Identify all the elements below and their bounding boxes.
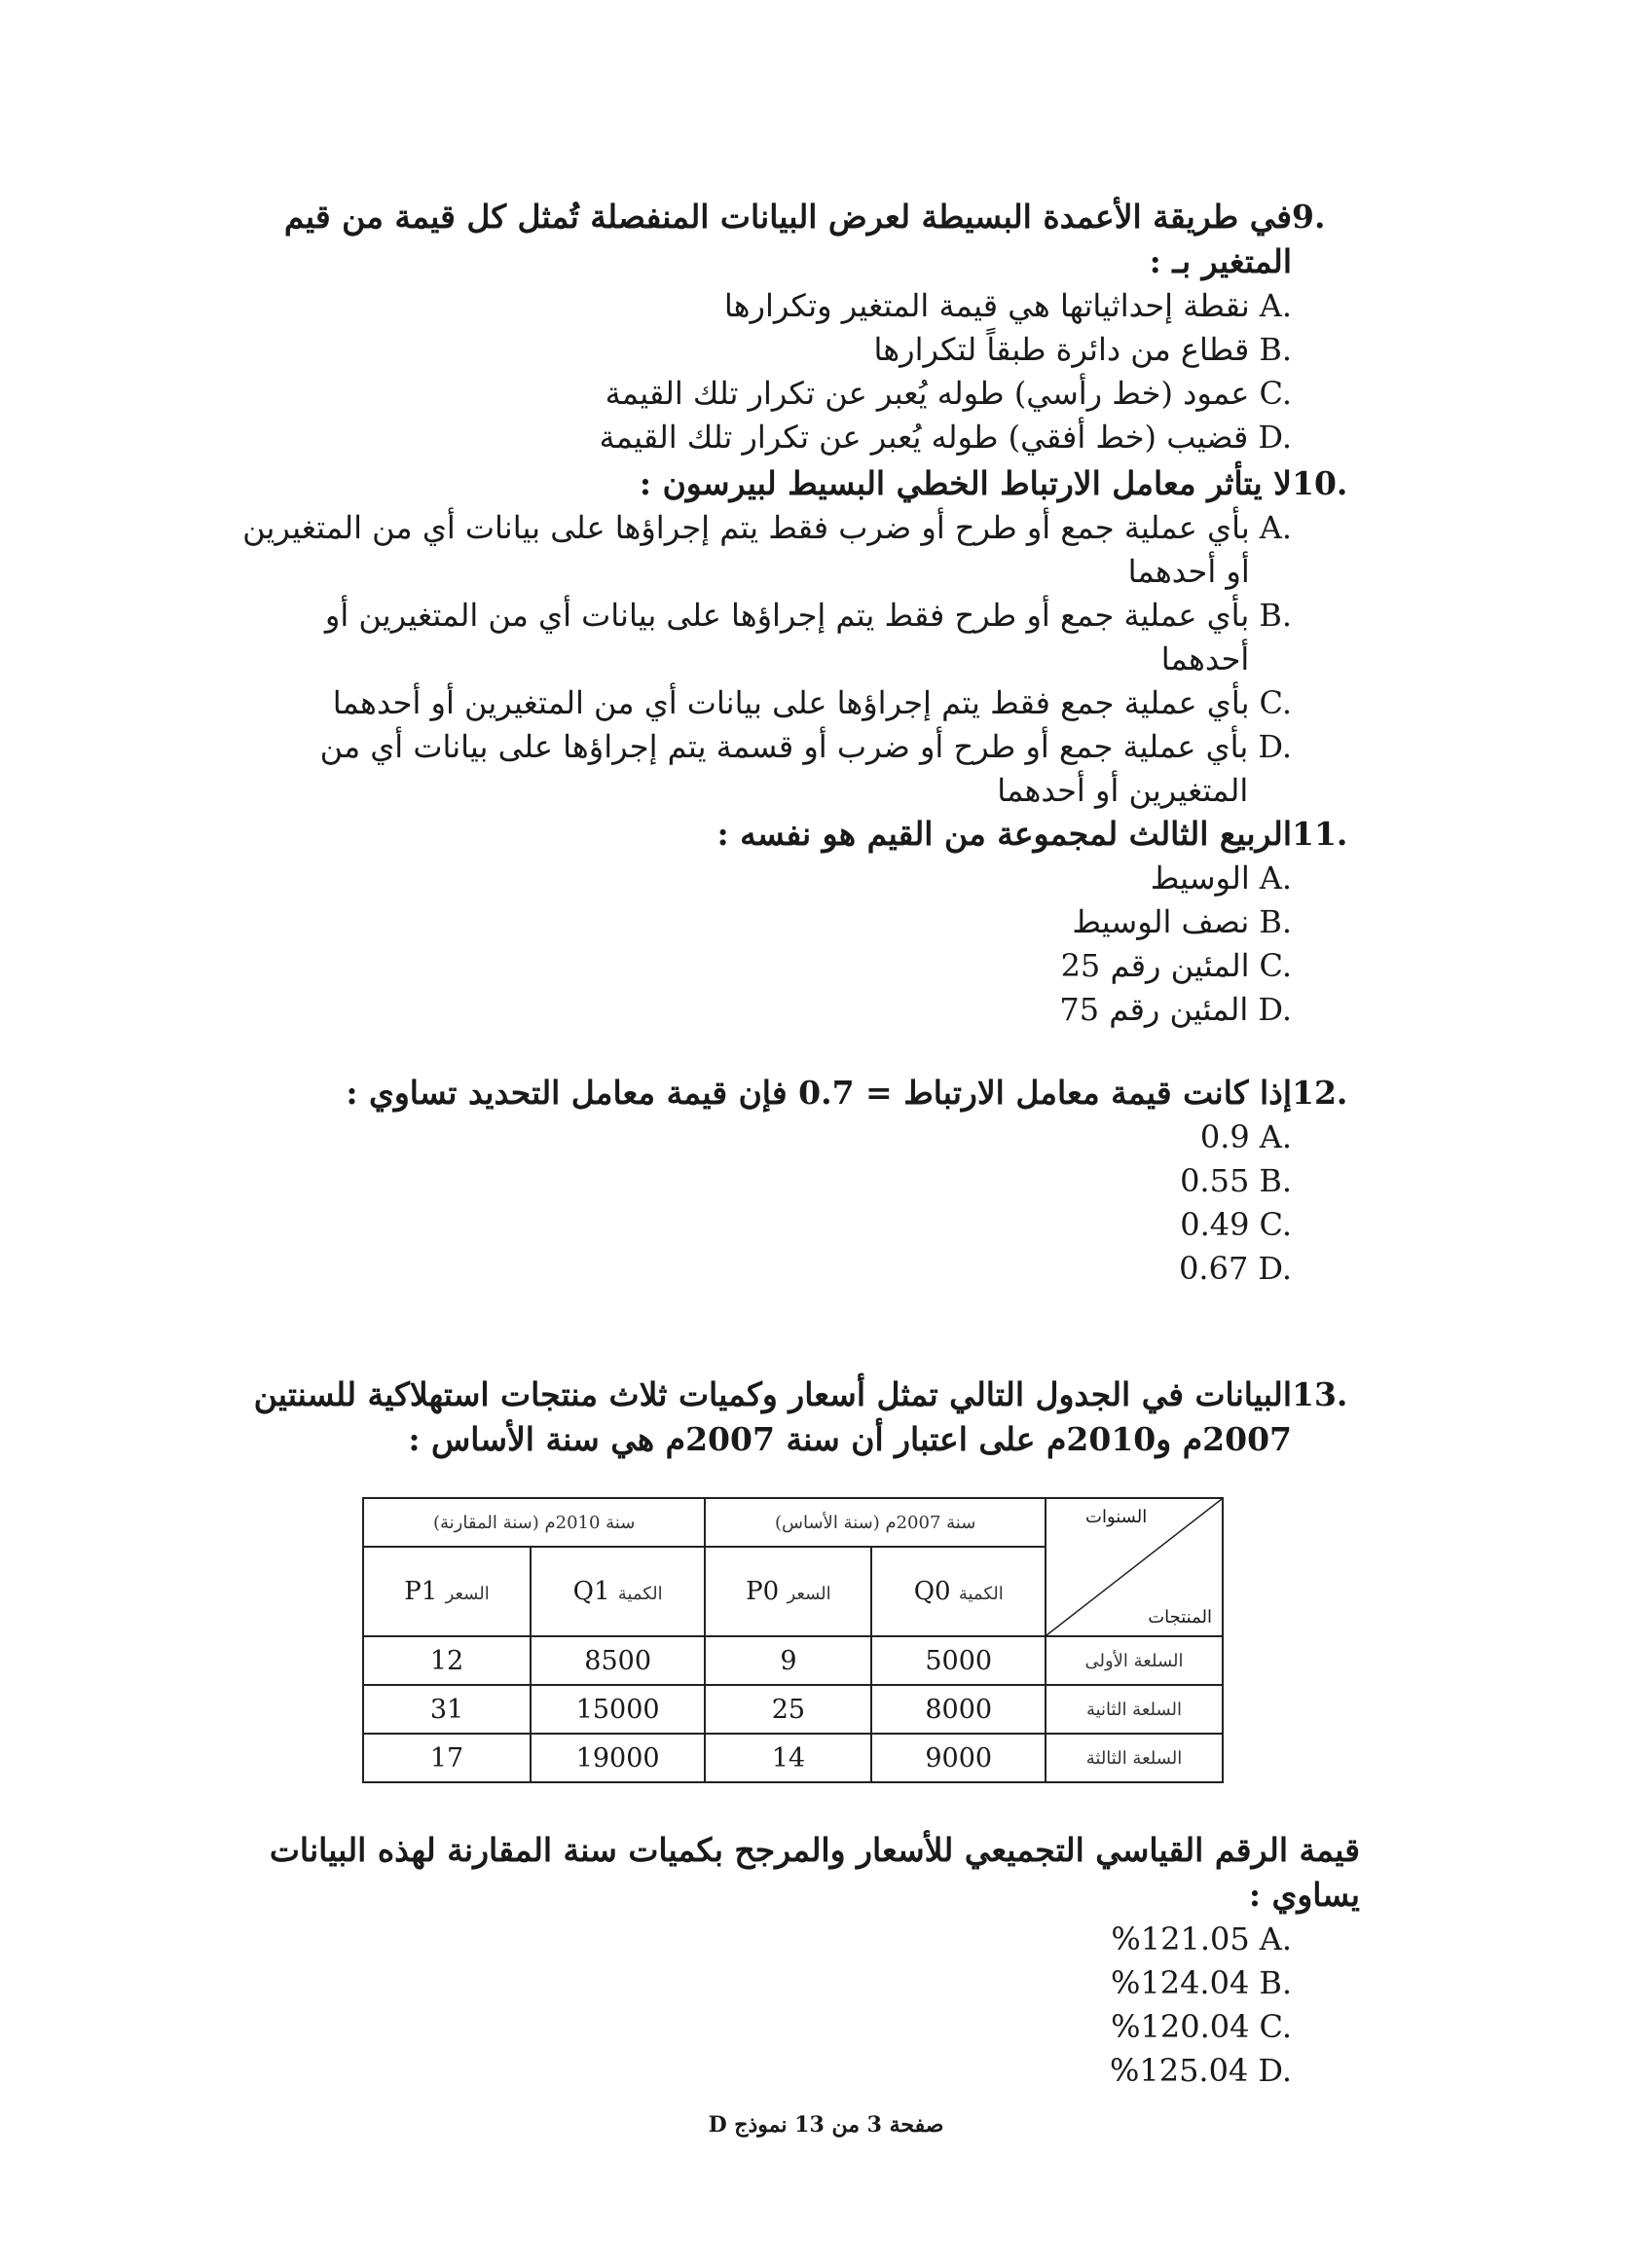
option-d: D. %125.04 bbox=[1109, 2052, 1292, 2089]
corner-label-products: المنتجات bbox=[1148, 1607, 1212, 1628]
col-header-q0: الكمية Q0 bbox=[871, 1547, 1046, 1636]
year-base-header: سنة 2007م (سنة الأساس) bbox=[705, 1498, 1046, 1547]
question-10 bbox=[240, 461, 1360, 813]
option-b: B. 0.55 bbox=[1180, 1162, 1292, 1199]
option-a: A. نقطة إحداثياتها هي قيمة المتغير وتكرارها bbox=[723, 287, 1292, 324]
question-number: 12. bbox=[1292, 1074, 1348, 1112]
col-header-q1: الكمية Q1 bbox=[531, 1547, 705, 1636]
table-row: السلعة الثانية 8000 25 15000 31 bbox=[363, 1685, 1223, 1734]
option-d: D. المئين رقم 75 bbox=[1059, 991, 1292, 1028]
question-12 bbox=[240, 1071, 1360, 1291]
option-b: B. %124.04 bbox=[1110, 1964, 1292, 2001]
question-9 bbox=[240, 195, 1360, 459]
option-c: C. بأي عملية جمع فقط يتم إجراؤها على بيانات أي من المتغيرين أو أحدهما bbox=[332, 684, 1292, 721]
question-13-stem bbox=[240, 1828, 1360, 2093]
option-b: B. بأي عملية جمع أو طرح فقط يتم إجراؤها على بيانات أي من المتغيرين أو أحدهما bbox=[324, 597, 1292, 677]
question-number: 11. bbox=[1292, 815, 1348, 853]
option-b: B. قطاع من دائرة طبقاً لتكرارها bbox=[873, 331, 1292, 368]
option-a: A. بأي عملية جمع أو طرح أو ضرب فقط يتم إجراؤها على بيانات أي من المتغيرين أو أحدهما bbox=[242, 509, 1292, 590]
option-a: A. 0.9 bbox=[1199, 1118, 1292, 1155]
option-d: D. بأي عملية جمع أو طرح أو ضرب أو قسمة يتم إجراؤها على بيانات أي من المتغيرين أو أحدهما bbox=[319, 728, 1292, 809]
question-text: البيانات في الجدول التالي تمثل أسعار وكميات ثلاث منتجات استهلاكية للسنتين 2007م و2010م على اعتبار أن سنة 2007م هي سنة الأساس : bbox=[253, 1375, 1292, 1458]
question-number: 13. bbox=[1292, 1375, 1348, 1413]
col-header-p1: السعر P1 bbox=[363, 1547, 531, 1636]
option-c: C. 0.49 bbox=[1180, 1206, 1292, 1243]
page-footer: صفحة 3 من 13 نموذج D bbox=[708, 2112, 944, 2138]
option-c: C. المئين رقم 25 bbox=[1060, 947, 1292, 984]
option-d: D. 0.67 bbox=[1179, 1250, 1292, 1287]
table-row: السلعة الأولى 5000 9 8500 12 bbox=[363, 1636, 1223, 1685]
option-a: A. الوسيط bbox=[1150, 860, 1292, 896]
question-text: إذا كانت قيمة معامل الارتباط = 0.7 فإن قيمة معامل التحديد تساوي : bbox=[346, 1074, 1292, 1112]
year-compare-header: سنة 2010م (سنة المقارنة) bbox=[363, 1498, 705, 1547]
question-text: الربيع الثالث لمجموعة من القيم هو نفسه : bbox=[716, 815, 1292, 853]
price-quantity-table bbox=[362, 1497, 1224, 1783]
question-text: لا يتأثر معامل الارتباط الخطي البسيط لبيرسون : bbox=[639, 464, 1292, 502]
corner-label-years: السنوات bbox=[1085, 1507, 1148, 1527]
question-number: 9. bbox=[1292, 198, 1326, 236]
question-stem: قيمة الرقم القياسي التجميعي للأسعار والمرجح بكميات سنة المقارنة لهذه البيانات يساوي : bbox=[269, 1831, 1360, 1914]
question-11 bbox=[240, 812, 1360, 1032]
question-number: 10. bbox=[1292, 464, 1348, 502]
question-13 bbox=[240, 1372, 1360, 1462]
table-corner-cell bbox=[1046, 1498, 1223, 1636]
option-b: B. نصف الوسيط bbox=[1072, 903, 1292, 940]
option-a: A. %121.05 bbox=[1111, 1920, 1292, 1957]
table-row: السلعة الثالثة 9000 14 19000 17 bbox=[363, 1734, 1223, 1782]
option-c: C. %120.04 bbox=[1111, 2008, 1292, 2045]
question-text: في طريقة الأعمدة البسيطة لعرض البيانات المنفصلة تُمثل كل قيمة من قيم المتغير بـ : bbox=[283, 198, 1292, 280]
col-header-p0: السعر P0 bbox=[705, 1547, 871, 1636]
option-c: C. عمود (خط رأسي) طوله يُعبر عن تكرار تلك القيمة bbox=[605, 375, 1292, 412]
option-d: D. قضيب (خط أفقي) طوله يُعبر عن تكرار تلك القيمة bbox=[599, 419, 1292, 456]
